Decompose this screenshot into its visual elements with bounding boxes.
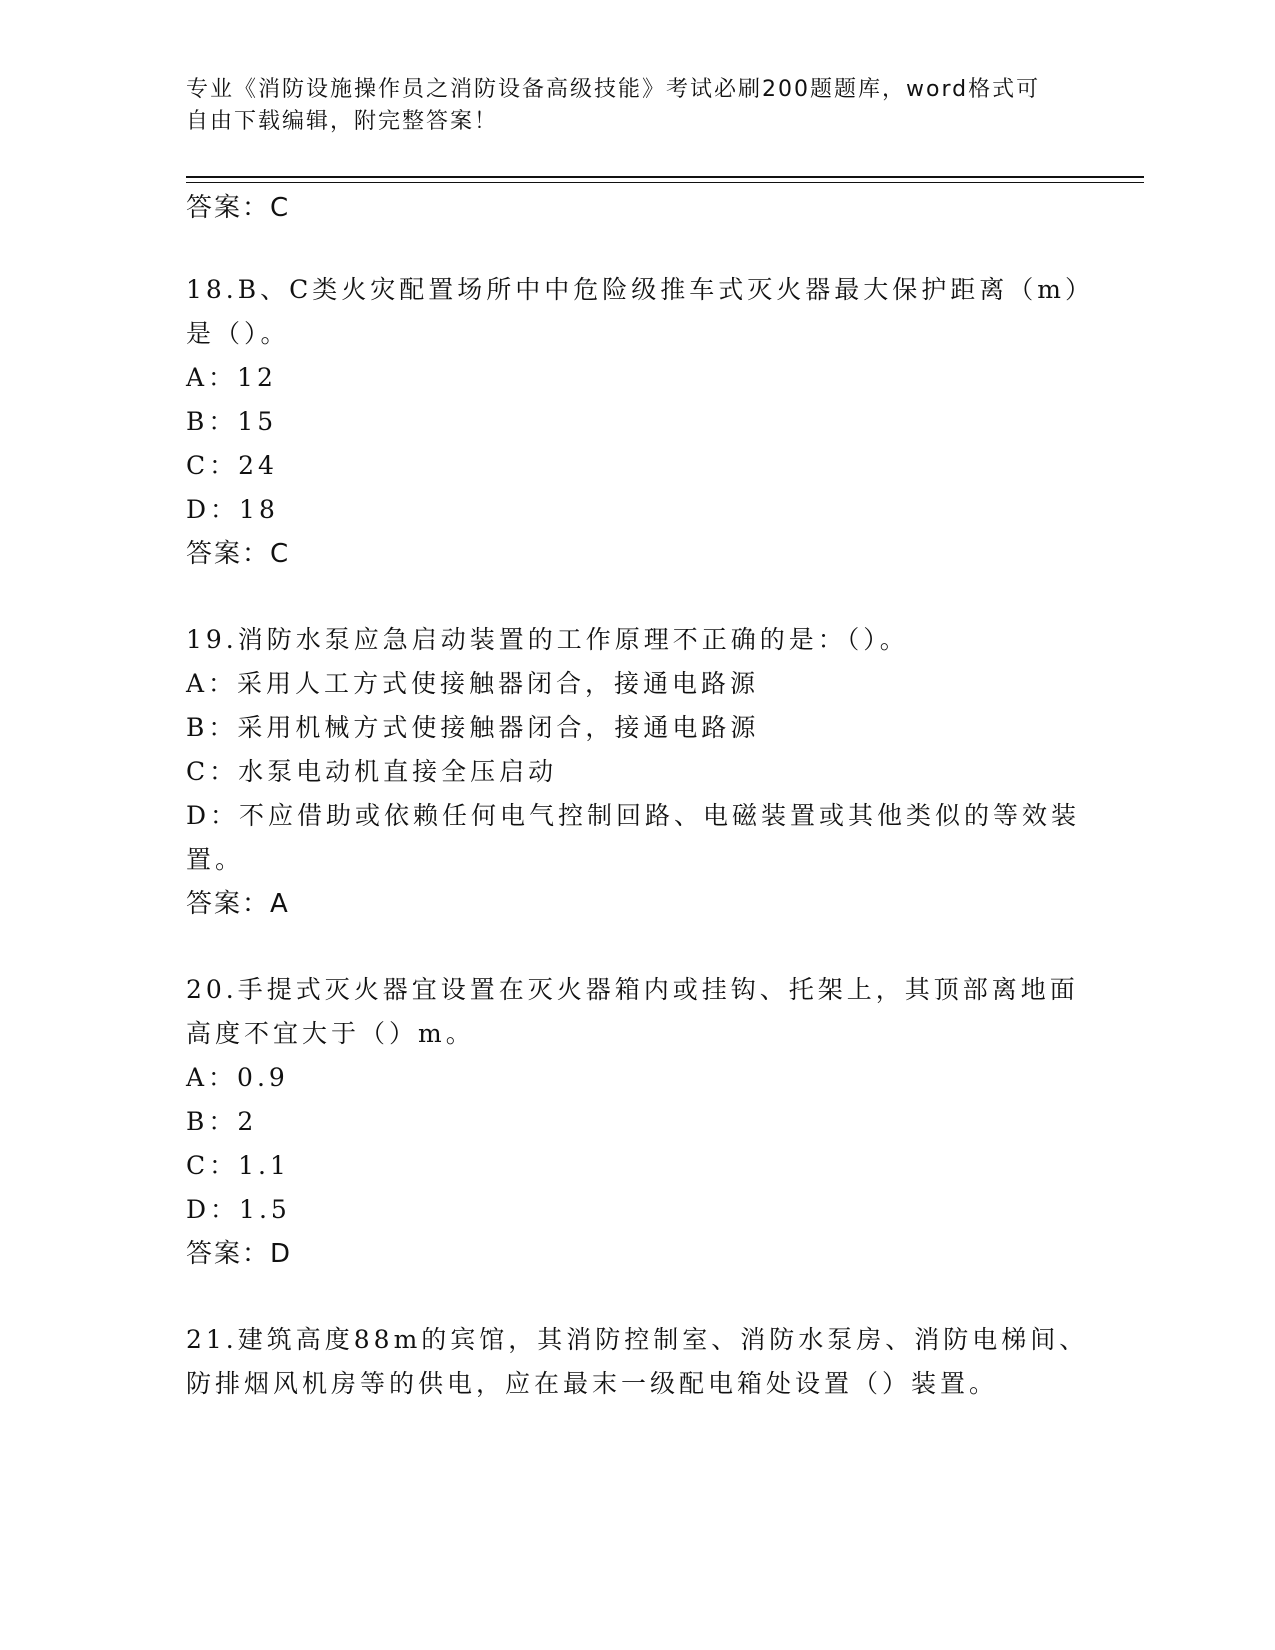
question-19-option-b: B：采用机械方式使接触器闭合，接通电路源: [186, 713, 760, 742]
question-19-option-a: A：采用人工方式使接触器闭合，接通电路源: [186, 669, 760, 698]
question-19-option-d-line-2: 置。: [186, 845, 245, 874]
question-20-answer: 答案：D: [186, 1239, 293, 1269]
question-20-option-a: A：0.9: [186, 1063, 289, 1092]
question-18-stem-line-1: 18.B、C类火灾配置场所中中危险级推车式灭火器最大保护距离（m）: [186, 275, 1094, 304]
header-line-2: 自由下载编辑，附完整答案！: [186, 109, 499, 134]
question-20-option-c: C：1.1: [186, 1151, 290, 1180]
question-18-option-a: A：12: [186, 363, 277, 392]
page-header: [186, 74, 1066, 138]
question-18-option-d: D：18: [186, 495, 279, 524]
question-20-stem-line-1: 20.手提式灭火器宜设置在灭火器箱内或挂钩、托架上，其顶部离地面: [186, 975, 1079, 1004]
question-20-option-d: D：1.5: [186, 1195, 291, 1224]
answer-17: 答案：C: [186, 193, 291, 223]
question-20-option-b: B：2: [186, 1107, 258, 1136]
question-18-stem-line-2: 是（）。: [186, 319, 290, 348]
question-19-stem-line-1: 19.消防水泵应急启动装置的工作原理不正确的是：（）。: [186, 625, 909, 654]
question-19-answer: 答案：A: [186, 889, 290, 919]
header-divider-thin: [186, 182, 1144, 183]
question-18-answer: 答案：C: [186, 539, 291, 569]
header-divider-thick: [186, 176, 1144, 178]
question-20-stem-line-2: 高度不宜大于（）m。: [186, 1019, 475, 1048]
question-18-option-b: B：15: [186, 407, 278, 436]
question-19-option-d-line-1: D：不应借助或依赖任何电气控制回路、电磁装置或其他类似的等效装: [186, 801, 1081, 830]
question-18-option-c: C：24: [186, 451, 278, 480]
question-21-stem-line-1: 21.建筑高度88m的宾馆，其消防控制室、消防水泵房、消防电梯间、: [186, 1325, 1089, 1354]
question-19-option-c: C：水泵电动机直接全压启动: [186, 757, 558, 786]
question-21-stem-line-2: 防排烟风机房等的供电，应在最末一级配电箱处设置（）装置。: [186, 1369, 999, 1398]
header-line-1: 专业《消防设施操作员之消防设备高级技能》考试必刷200题题库，word格式可: [186, 77, 1041, 102]
